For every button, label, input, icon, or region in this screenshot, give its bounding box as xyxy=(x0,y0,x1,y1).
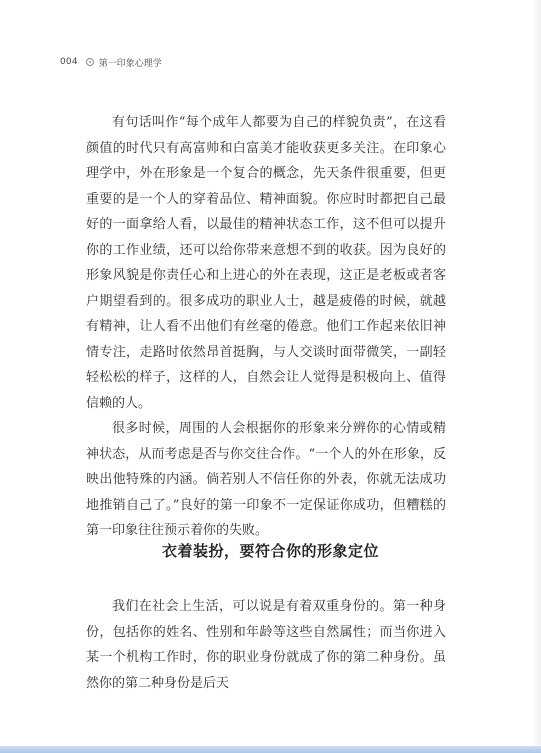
page-edge-shadow xyxy=(531,0,541,753)
running-header xyxy=(60,55,162,69)
body-text-bottom xyxy=(86,594,446,696)
section-heading: 衣着装扮，要符合你的形象定位 xyxy=(161,542,379,560)
paragraph: 有句话叫作“每个成年人都要为自己的样貌负责”，在这看颜值的时代只有高富帅和白富美才能收获更多关注。在印象心理学中，外在形象是一个复合的概念，先天条件很重要，但更重要的是一个人的穿着品位、精神面貌。你应时时都把自己最好的一面拿给人看，以最佳的精神状态工作，这不但可以提升你的工作业绩，还可以给你带来意想不到的收获。因为良好的形象风貌是你责任心和上进心的外在表现，这正是老板或者客户期望看到的。很多成功的职业人士，越是疲倦的时候，就越有精神，让人看不出他们有丝毫的倦意。他们工作起来依旧神情专注，走路时依然昂首挺胸，与人交谈时面带微笑，一副轻轻松松的样子，这样的人，自然会让人觉得是积极向上、值得信赖的人。 xyxy=(86,115,446,411)
bottom-edge-strip xyxy=(0,746,541,753)
paragraph: 我们在社会上生活，可以说是有着双重身份的。第一种身份，包括你的姓名、性别和年龄等这些自然属性；而当你进入某一个机构工作时，你的职业身份就成了你的第二种身份。虽然你的第二种身份是后天 xyxy=(86,599,446,691)
paragraph: 很多时候，周围的人会根据你的形象来分辨你的心情或精神状态，从而考虑是否与你交往合作。“一个人的外在形象，反映出他特殊的内涵。倘若别人不信任你的外表，你就无法成功地推销自己了。”良好的第一印象不一定保证你成功，但糟糕的第一印象往往预示着你的失败。 xyxy=(86,421,446,538)
page-number: 004 xyxy=(60,57,78,67)
bullet-circle-icon xyxy=(86,58,94,66)
section-title: 第一印象心理学 xyxy=(98,58,162,69)
body-text-top xyxy=(86,110,446,544)
